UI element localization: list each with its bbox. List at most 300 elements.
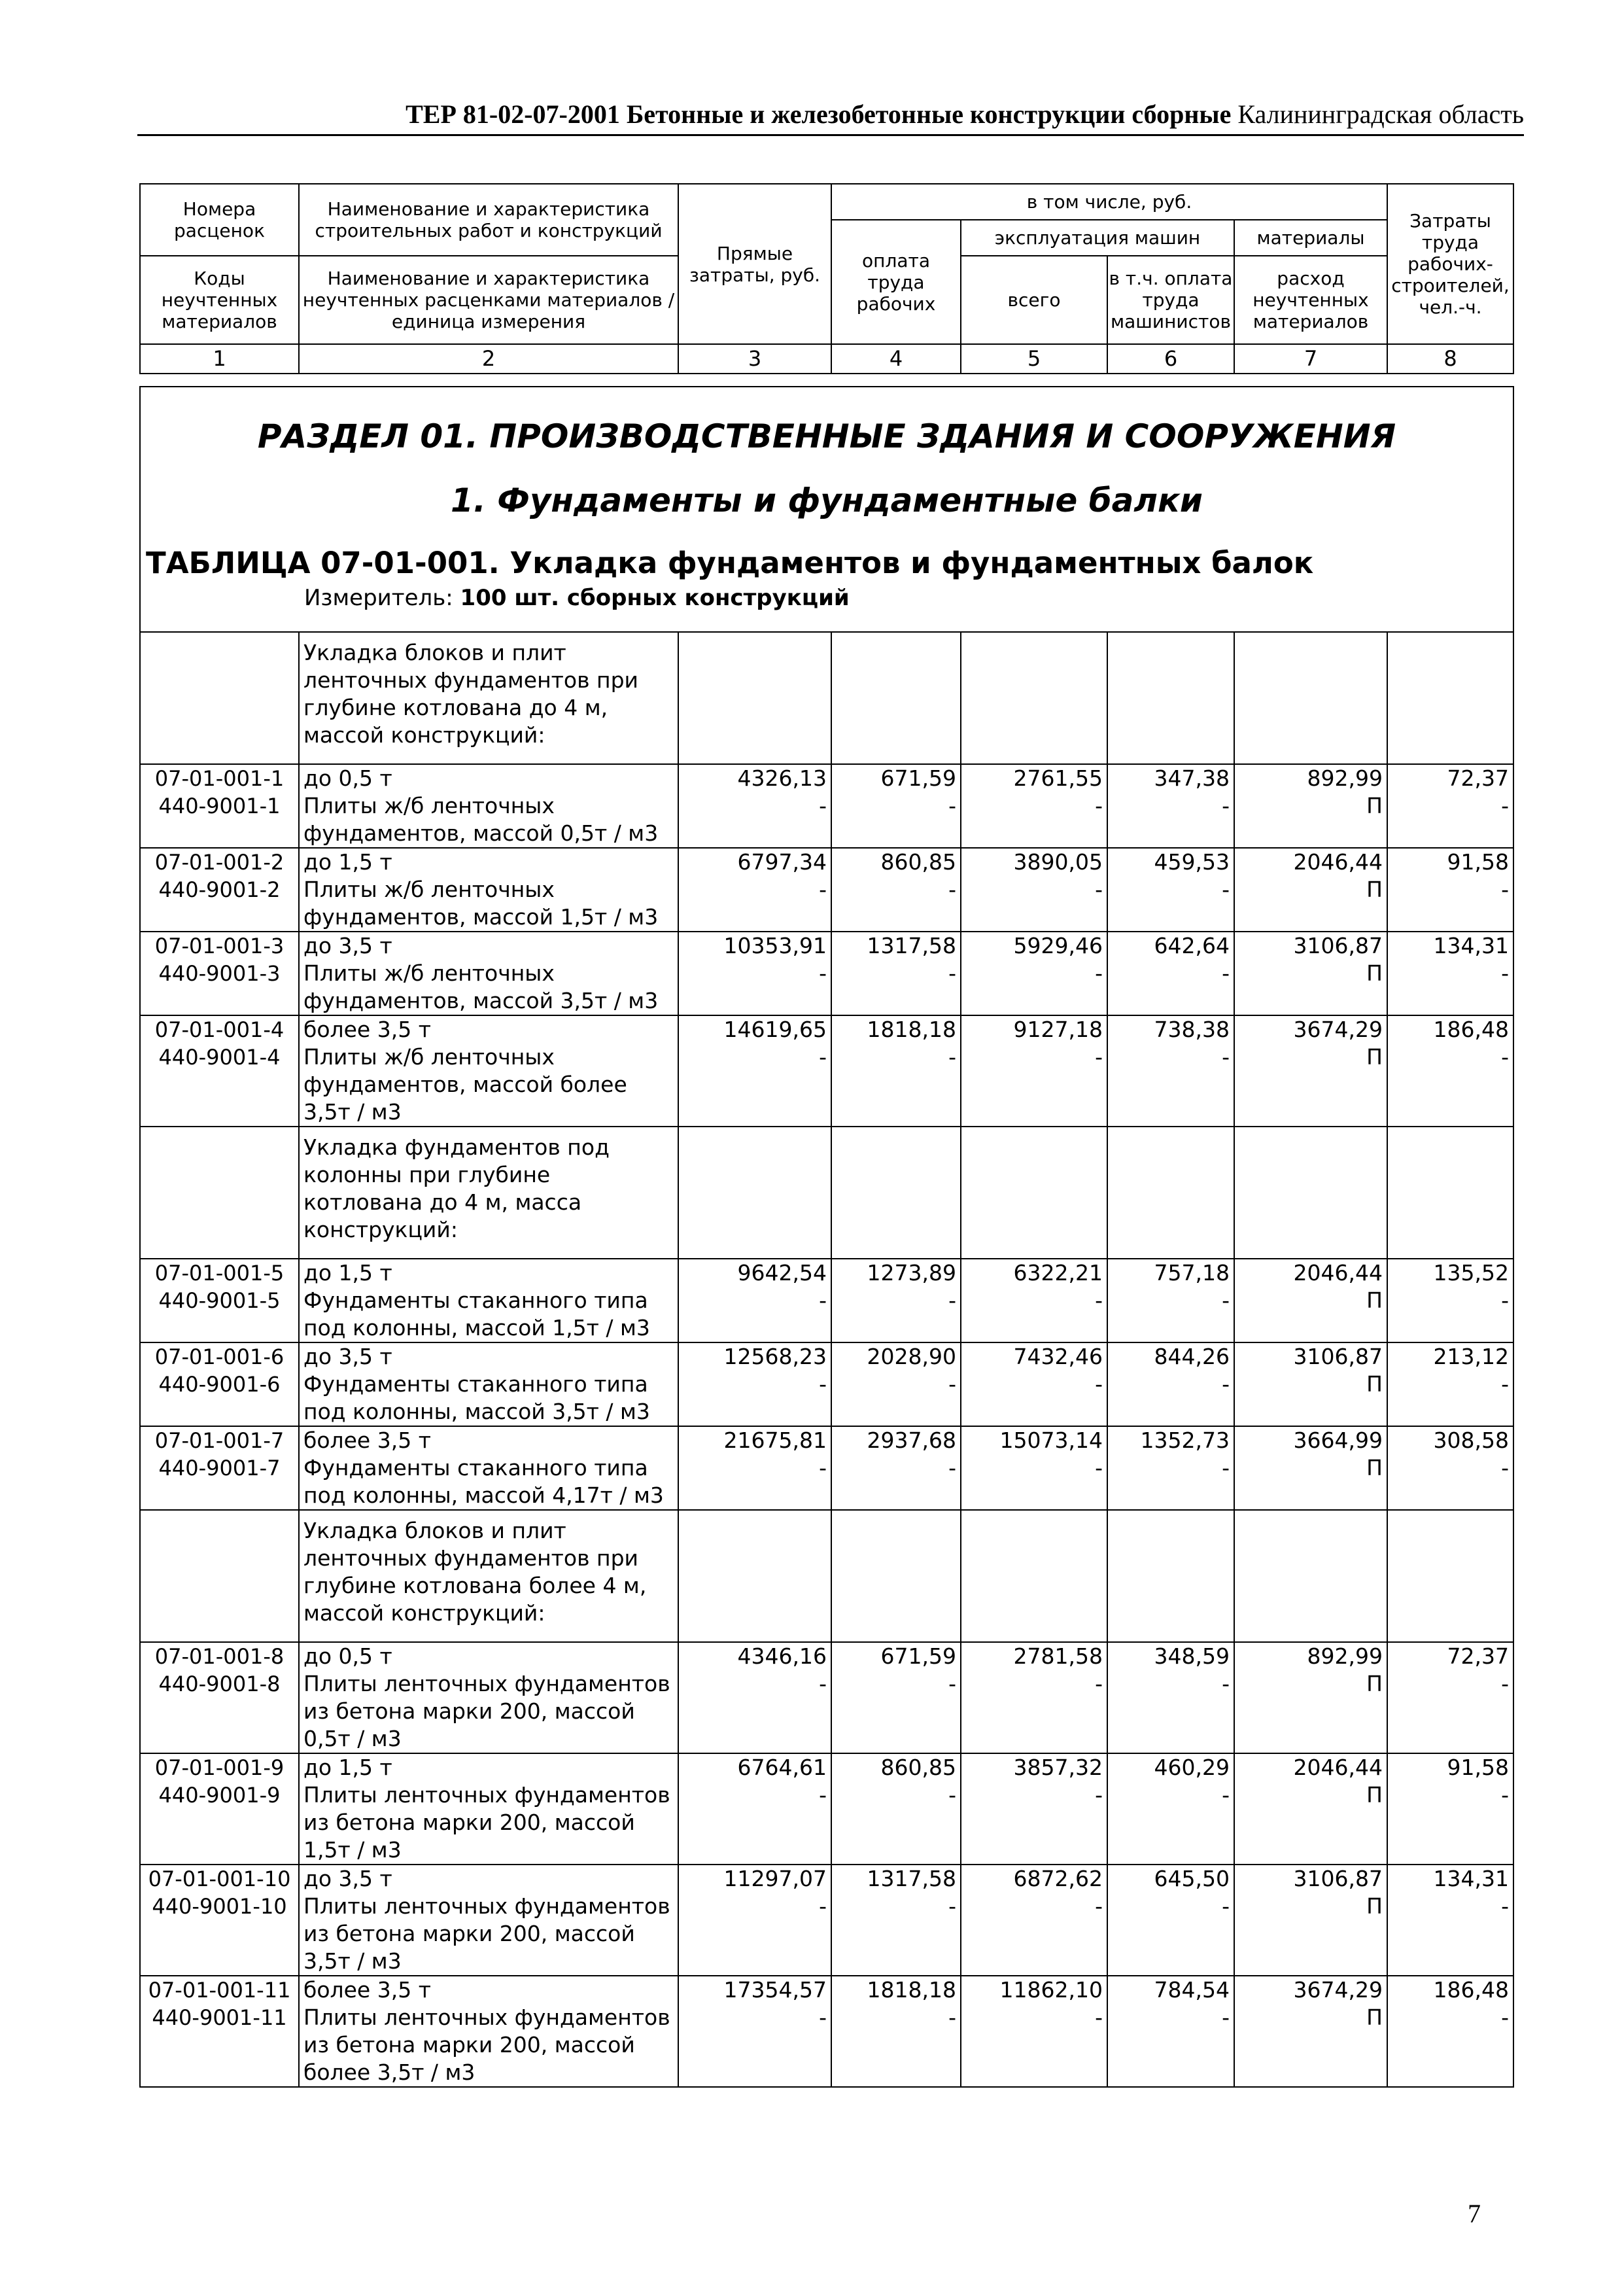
value-cell: [1387, 1976, 1513, 2087]
col-material-codes: Коды неучтенных материалов: [140, 256, 299, 344]
cost-value: 2046,44: [1293, 849, 1383, 875]
cost-value: 3664,99: [1293, 1428, 1383, 1453]
material-mark: -: [819, 1044, 827, 1070]
value-cell: [1234, 1642, 1387, 1753]
material-mark: П: [1366, 1044, 1383, 1070]
cost-value: 3674,29: [1293, 1017, 1383, 1042]
table-row: [140, 1976, 1513, 2087]
empty-cell: [1387, 632, 1513, 764]
cost-value: 3106,87: [1293, 1866, 1383, 1891]
value-cell: [1387, 764, 1513, 848]
value-cell: [961, 1015, 1107, 1127]
value-cell: [1234, 1865, 1387, 1976]
value-cell: [1387, 1753, 1513, 1865]
material-mark: П: [1366, 1671, 1383, 1696]
code-cell: [140, 1642, 299, 1753]
material-mark: -: [948, 1893, 956, 1919]
cost-value: 1317,58: [867, 933, 956, 958]
group-title: Укладка блоков и плит ленточных фундаментов при глубине котлована более 4 м, массой конструкций:: [299, 1510, 678, 1642]
rate-description: до 0,5 т: [303, 1643, 392, 1669]
cost-value: 1818,18: [867, 1017, 956, 1042]
value-cell: [961, 1753, 1107, 1865]
code-cell: [140, 932, 299, 1015]
cost-value: 645,50: [1154, 1866, 1230, 1891]
material-mark: -: [1095, 1288, 1103, 1313]
material-mark: -: [948, 877, 956, 902]
material-mark: -: [1501, 2005, 1509, 2030]
value-cell: [678, 1259, 831, 1342]
code-cell: [140, 1426, 299, 1510]
value-cell: [961, 1259, 1107, 1342]
value-cell: [1107, 764, 1234, 848]
cost-value: 72,37: [1447, 765, 1509, 791]
material-mark: -: [1501, 1782, 1509, 1808]
material-mark: -: [819, 2005, 827, 2030]
value-cell: [961, 1976, 1107, 2087]
material-mark: -: [1222, 1044, 1230, 1070]
cost-value: 347,38: [1154, 765, 1230, 791]
material-mark: П: [1366, 960, 1383, 986]
value-cell: [961, 1342, 1107, 1426]
code-cell: [140, 1259, 299, 1342]
empty-cell: [831, 1510, 961, 1642]
material-mark: -: [1095, 1671, 1103, 1696]
group-row: [140, 1510, 1513, 1642]
cost-value: 15073,14: [999, 1428, 1103, 1453]
value-cell: [678, 1865, 831, 1976]
material-code: 440-9001-9: [158, 1783, 281, 1808]
empty-cell: [1234, 632, 1387, 764]
cost-value: 134,31: [1433, 933, 1509, 958]
measure-line: [141, 584, 1513, 612]
value-cell: [1107, 932, 1234, 1015]
material-description: Плиты ж/б ленточных фундаментов, массой более 3,5т / м3: [303, 1044, 627, 1125]
measure-label: Измеритель:: [304, 585, 453, 611]
material-mark: -: [1095, 1782, 1103, 1808]
desc-cell: [299, 848, 678, 932]
col-material-consumption: расход неучтенных материалов: [1234, 256, 1387, 344]
doc-title: Бетонные и железобетонные конструкции сборные: [626, 99, 1232, 129]
col-number: 7: [1234, 344, 1387, 374]
desc-cell: [299, 1426, 678, 1510]
value-cell: [678, 1642, 831, 1753]
material-code: 440-9001-8: [158, 1672, 281, 1696]
rate-description: более 3,5 т: [303, 1428, 431, 1453]
empty-cell: [831, 1127, 961, 1259]
value-cell: [961, 1426, 1107, 1510]
value-cell: [678, 1426, 831, 1510]
empty-cell: [678, 1510, 831, 1642]
cost-value: 12568,23: [723, 1344, 827, 1369]
empty-cell: [1234, 1127, 1387, 1259]
cost-value: 186,48: [1433, 1017, 1509, 1042]
cost-value: 7432,46: [1013, 1344, 1103, 1369]
material-mark: П: [1366, 793, 1383, 818]
doc-code: ТЕР 81-02-07-2001: [406, 99, 620, 129]
material-code: 440-9001-2: [158, 877, 281, 902]
empty-cell: [961, 1127, 1107, 1259]
table-row: [140, 1865, 1513, 1976]
cost-value: 3674,29: [1293, 1977, 1383, 2003]
empty-cell: [678, 1127, 831, 1259]
table-row: [140, 932, 1513, 1015]
cost-value: 4346,16: [737, 1643, 827, 1669]
desc-cell: [299, 932, 678, 1015]
col-number: 6: [1107, 344, 1234, 374]
running-header: [137, 98, 1524, 131]
table-row: [140, 1259, 1513, 1342]
value-cell: [1107, 1342, 1234, 1426]
material-mark: -: [948, 1782, 956, 1808]
cost-value: 17354,57: [723, 1977, 827, 2003]
rate-code: 07-01-001-1: [154, 766, 285, 791]
code-cell: [140, 848, 299, 932]
value-cell: [961, 764, 1107, 848]
material-mark: -: [948, 1455, 956, 1480]
material-description: Фундаменты стаканного типа под колонны, массой 1,5т / м3: [303, 1288, 650, 1340]
col-machinist-pay: в т.ч. оплата труда машинистов: [1107, 256, 1234, 344]
material-mark: -: [819, 1455, 827, 1480]
value-cell: [678, 1976, 831, 2087]
material-mark: -: [1222, 1671, 1230, 1696]
col-rate-numbers: Номера расценок: [140, 184, 299, 256]
empty-cell: [1387, 1510, 1513, 1642]
value-cell: [1107, 1426, 1234, 1510]
page-number: 7: [1468, 2199, 1481, 2228]
measure-value: 100 шт. сборных конструкций: [460, 585, 850, 611]
cost-value: 9642,54: [737, 1260, 827, 1286]
rate-code: 07-01-001-10: [148, 1866, 291, 1891]
value-cell: [1387, 1865, 1513, 1976]
desc-cell: [299, 1642, 678, 1753]
col-machines-total: всего: [961, 256, 1107, 344]
group-code-cell: [140, 1510, 299, 1642]
desc-cell: [299, 764, 678, 848]
value-cell: [1234, 932, 1387, 1015]
material-description: Плиты ленточных фундаментов из бетона марки 200, массой 3,5т / м3: [303, 1893, 670, 1974]
empty-cell: [961, 632, 1107, 764]
cost-value: 1352,73: [1140, 1428, 1230, 1453]
material-mark: -: [819, 960, 827, 986]
material-mark: -: [948, 960, 956, 986]
cost-value: 2937,68: [867, 1428, 956, 1453]
value-cell: [1107, 848, 1234, 932]
rate-code: 07-01-001-6: [154, 1344, 285, 1369]
cost-value: 348,59: [1154, 1643, 1230, 1669]
material-code: 440-9001-5: [158, 1288, 281, 1313]
rate-description: до 0,5 т: [303, 765, 392, 791]
cost-value: 860,85: [880, 1755, 956, 1780]
cost-value: 671,59: [880, 765, 956, 791]
col-number: 8: [1387, 344, 1513, 374]
material-mark: -: [1222, 1288, 1230, 1313]
table-row: [140, 1642, 1513, 1753]
value-cell: [1387, 932, 1513, 1015]
cost-value: 72,37: [1447, 1643, 1509, 1669]
cost-value: 860,85: [880, 849, 956, 875]
value-cell: [1234, 1259, 1387, 1342]
value-cell: [1234, 1426, 1387, 1510]
material-mark: -: [1222, 1455, 1230, 1480]
cost-value: 186,48: [1433, 1977, 1509, 2003]
material-mark: -: [1222, 1371, 1230, 1397]
material-mark: -: [819, 877, 827, 902]
material-mark: -: [1095, 1455, 1103, 1480]
cost-value: 738,38: [1154, 1017, 1230, 1042]
material-mark: -: [819, 1288, 827, 1313]
material-code: 440-9001-10: [152, 1894, 287, 1919]
cost-value: 308,58: [1433, 1428, 1509, 1453]
col-labor-hours: Затраты труда рабочих-строителей, чел.-ч.: [1387, 184, 1513, 344]
cost-value: 4326,13: [737, 765, 827, 791]
material-mark: -: [1501, 1893, 1509, 1919]
table-row: [140, 1753, 1513, 1865]
col-work-name: Наименование и характеристика строительных работ и конструкций: [299, 184, 678, 256]
group-title: Укладка блоков и плит ленточных фундаментов при глубине котлована до 4 м, массой конструкций:: [299, 632, 678, 764]
material-mark: -: [1501, 1371, 1509, 1397]
cost-value: 5929,46: [1013, 933, 1103, 958]
cost-value: 213,12: [1433, 1344, 1509, 1369]
material-mark: -: [1501, 1455, 1509, 1480]
cost-value: 2761,55: [1013, 765, 1103, 791]
material-mark: -: [1501, 960, 1509, 986]
col-material-name: Наименование и характеристика неучтенных расценками материалов / единица измерения: [299, 256, 678, 344]
header-rule: [137, 134, 1524, 136]
desc-cell: [299, 1259, 678, 1342]
group-row: [140, 1127, 1513, 1259]
value-cell: [831, 848, 961, 932]
value-cell: [961, 1865, 1107, 1976]
cost-value: 6322,21: [1013, 1260, 1103, 1286]
material-mark: -: [1501, 877, 1509, 902]
cost-value: 3890,05: [1013, 849, 1103, 875]
value-cell: [831, 1259, 961, 1342]
value-cell: [1387, 1259, 1513, 1342]
code-cell: [140, 1342, 299, 1426]
value-cell: [831, 1865, 961, 1976]
material-description: Фундаменты стаканного типа под колонны, массой 4,17т / м3: [303, 1455, 664, 1508]
material-mark: -: [819, 1371, 827, 1397]
cost-value: 892,99: [1307, 765, 1383, 791]
desc-cell: [299, 1976, 678, 2087]
empty-cell: [1387, 1127, 1513, 1259]
value-cell: [831, 1976, 961, 2087]
rates-table: [139, 386, 1514, 2088]
desc-cell: [299, 1342, 678, 1426]
rate-code: 07-01-001-11: [148, 1978, 291, 2003]
code-cell: [140, 764, 299, 848]
rate-code: 07-01-001-5: [154, 1261, 285, 1286]
cost-value: 1818,18: [867, 1977, 956, 2003]
rate-code: 07-01-001-9: [154, 1755, 285, 1780]
cost-value: 460,29: [1154, 1755, 1230, 1780]
value-cell: [831, 932, 961, 1015]
material-mark: -: [1222, 877, 1230, 902]
section-block: [140, 387, 1513, 632]
cost-value: 11297,07: [723, 1866, 827, 1891]
value-cell: [961, 848, 1107, 932]
col-materials: материалы: [1234, 220, 1387, 256]
material-mark: -: [1501, 1288, 1509, 1313]
material-description: Плиты ленточных фундаментов из бетона марки 200, массой 0,5т / м3: [303, 1671, 670, 1751]
code-cell: [140, 1015, 299, 1127]
value-cell: [678, 932, 831, 1015]
rate-code: 07-01-001-2: [154, 850, 285, 875]
cost-value: 459,53: [1154, 849, 1230, 875]
material-mark: -: [948, 1044, 956, 1070]
cost-value: 3106,87: [1293, 1344, 1383, 1369]
cost-value: 784,54: [1154, 1977, 1230, 2003]
cost-value: 10353,91: [723, 933, 827, 958]
value-cell: [831, 1753, 961, 1865]
material-mark: -: [1501, 1044, 1509, 1070]
material-mark: П: [1366, 2005, 1383, 2030]
material-mark: -: [948, 1371, 956, 1397]
material-mark: -: [819, 793, 827, 818]
value-cell: [1107, 1976, 1234, 2087]
material-mark: -: [1222, 1782, 1230, 1808]
material-mark: П: [1366, 1455, 1383, 1480]
table-row: [140, 848, 1513, 932]
group-title: Укладка фундаментов под колонны при глубине котлована до 4 м, масса конструкций:: [299, 1127, 678, 1259]
cost-value: 3106,87: [1293, 933, 1383, 958]
code-cell: [140, 1865, 299, 1976]
material-mark: -: [1222, 2005, 1230, 2030]
empty-cell: [961, 1510, 1107, 1642]
material-mark: -: [1222, 793, 1230, 818]
table-row: [140, 764, 1513, 848]
empty-cell: [678, 632, 831, 764]
value-cell: [678, 1753, 831, 1865]
value-cell: [678, 764, 831, 848]
rate-description: более 3,5 т: [303, 1017, 431, 1042]
rate-description: более 3,5 т: [303, 1977, 431, 2003]
rate-description: до 3,5 т: [303, 1866, 392, 1891]
col-number: 4: [831, 344, 961, 374]
empty-cell: [1107, 1127, 1234, 1259]
cost-value: 6764,61: [737, 1755, 827, 1780]
value-cell: [831, 1342, 961, 1426]
rate-description: до 3,5 т: [303, 1344, 392, 1369]
material-mark: -: [819, 1893, 827, 1919]
material-mark: -: [948, 2005, 956, 2030]
empty-cell: [831, 632, 961, 764]
material-mark: -: [1095, 2005, 1103, 2030]
material-mark: -: [1095, 793, 1103, 818]
rate-description: до 1,5 т: [303, 1260, 392, 1286]
value-cell: [831, 1642, 961, 1753]
cost-value: 6872,62: [1013, 1866, 1103, 1891]
rate-description: до 3,5 т: [303, 933, 392, 958]
material-description: Плиты ж/б ленточных фундаментов, массой 1,5т / м3: [303, 877, 659, 930]
value-cell: [1234, 848, 1387, 932]
value-cell: [1107, 1259, 1234, 1342]
value-cell: [1387, 1426, 1513, 1510]
value-cell: [1234, 1342, 1387, 1426]
value-cell: [1107, 1753, 1234, 1865]
material-code: 440-9001-3: [158, 961, 281, 986]
value-cell: [961, 932, 1107, 1015]
col-direct-costs: Прямые затраты, руб.: [678, 184, 831, 344]
table-row: [140, 1426, 1513, 1510]
material-description: Плиты ленточных фундаментов из бетона марки 200, массой 1,5т / м3: [303, 1782, 670, 1863]
subsection-title: 1. Фундаменты и фундаментные балки: [451, 482, 1203, 519]
value-cell: [678, 1015, 831, 1127]
table-row: [140, 1015, 1513, 1127]
rate-description: до 1,5 т: [303, 849, 392, 875]
material-description: Плиты ж/б ленточных фундаментов, массой 3,5т / м3: [303, 960, 659, 1013]
rate-code: 07-01-001-8: [154, 1644, 285, 1669]
code-cell: [140, 1976, 299, 2087]
rate-code: 07-01-001-4: [154, 1017, 285, 1042]
section-title: РАЗДЕЛ 01. ПРОИЗВОДСТВЕННЫЕ ЗДАНИЯ И СООРУЖЕНИЯ: [257, 417, 1396, 455]
cost-value: 1317,58: [867, 1866, 956, 1891]
col-machines: эксплуатация машин: [961, 220, 1234, 256]
material-mark: -: [819, 1671, 827, 1696]
material-mark: П: [1366, 1288, 1383, 1313]
cost-value: 21675,81: [723, 1428, 827, 1453]
cost-value: 757,18: [1154, 1260, 1230, 1286]
cost-value: 91,58: [1447, 1755, 1509, 1780]
material-mark: П: [1366, 877, 1383, 902]
material-mark: П: [1366, 1371, 1383, 1397]
cost-value: 9127,18: [1013, 1017, 1103, 1042]
value-cell: [1107, 1642, 1234, 1753]
cost-value: 2046,44: [1293, 1755, 1383, 1780]
value-cell: [678, 1342, 831, 1426]
value-cell: [1107, 1865, 1234, 1976]
material-code: 440-9001-7: [158, 1456, 281, 1480]
col-number: 5: [961, 344, 1107, 374]
empty-cell: [1107, 1510, 1234, 1642]
cost-value: 11862,10: [999, 1977, 1103, 2003]
material-description: Плиты ленточных фундаментов из бетона марки 200, массой более 3,5т / м3: [303, 2005, 670, 2085]
cost-value: 1273,89: [867, 1260, 956, 1286]
desc-cell: [299, 1015, 678, 1127]
material-description: Плиты ж/б ленточных фундаментов, массой 0,5т / м3: [303, 793, 659, 846]
material-mark: П: [1366, 1782, 1383, 1808]
material-mark: -: [1222, 960, 1230, 986]
cost-value: 671,59: [880, 1643, 956, 1669]
cost-value: 6797,34: [737, 849, 827, 875]
rate-description: до 1,5 т: [303, 1755, 392, 1780]
col-number: 2: [299, 344, 678, 374]
cost-value: 642,64: [1154, 933, 1230, 958]
table-header: [139, 183, 1514, 374]
material-mark: -: [1095, 877, 1103, 902]
desc-cell: [299, 1865, 678, 1976]
col-number: 1: [140, 344, 299, 374]
cost-value: 2028,90: [867, 1344, 956, 1369]
rate-code: 07-01-001-7: [154, 1428, 285, 1453]
group-row: [140, 632, 1513, 764]
value-cell: [1387, 848, 1513, 932]
material-mark: П: [1366, 1893, 1383, 1919]
material-mark: -: [948, 793, 956, 818]
cost-value: 14619,65: [723, 1017, 827, 1042]
value-cell: [678, 848, 831, 932]
value-cell: [831, 764, 961, 848]
value-cell: [961, 1642, 1107, 1753]
value-cell: [1387, 1015, 1513, 1127]
cost-value: 844,26: [1154, 1344, 1230, 1369]
value-cell: [1234, 1753, 1387, 1865]
material-mark: -: [948, 1671, 956, 1696]
cost-value: 2781,58: [1013, 1643, 1103, 1669]
material-mark: -: [1501, 1671, 1509, 1696]
cost-value: 2046,44: [1293, 1260, 1383, 1286]
value-cell: [1234, 1015, 1387, 1127]
